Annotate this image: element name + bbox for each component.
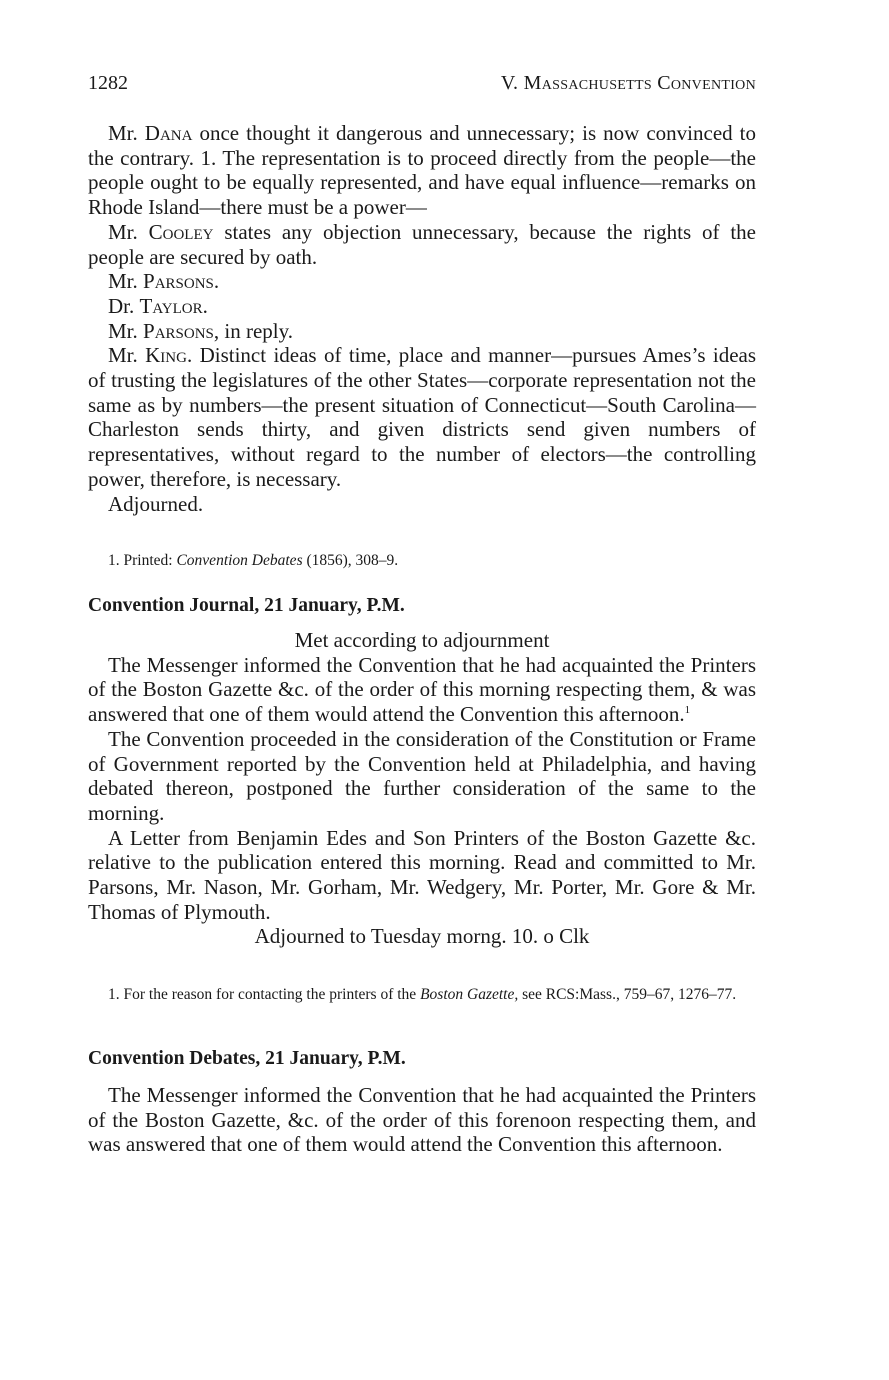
footnote-1-prefix: 1. Printed: [108, 552, 173, 569]
journal-body [88, 628, 756, 949]
debates-am-footnote [88, 550, 756, 571]
speaker-cooley: Cooley [148, 219, 214, 244]
journal-footnote [88, 984, 756, 1005]
adjourned-am: Adjourned. [108, 491, 204, 516]
footnote-journal [88, 984, 756, 1005]
running-head [88, 72, 756, 98]
footnote-journal-italic: Boston Gazette, [420, 986, 519, 1003]
speaker-parsons-reply: Parsons [143, 318, 214, 343]
journal-heading: Convention Journal, 21 January, P.M. [88, 595, 405, 616]
dana-text: once thought it dangerous and unnecessary; is now convinced to the contrary. 1. The representation is to proceed directly from the people—the people ought to be equally represented, and have equal influence—remarks on Rhode Island—there must be a power— [88, 121, 757, 220]
debates-pm-para-1: The Messenger informed the Convention that he had acquainted the Printers of the Boston Gazette, &c. of the order of this forenoon respecting them, and was answered that one of them would attend the Convention this afternoon. [88, 1083, 756, 1157]
journal-para-3: A Letter from Benjamin Edes and Son Printers of the Boston Gazette &c. relative to the publication entered this morning. Read and committed to Mr. Parsons, Mr. Nason, Mr. Gorham, Mr. Wedgery, Mr. Porter, Mr. Gore & Mr. Thomas of Plymouth. [88, 825, 756, 924]
journal-met: Met according to adjournment [294, 628, 550, 652]
debates-pm-section [88, 1048, 756, 1070]
debates-pm-heading: Convention Debates, 21 January, P.M. [88, 1048, 406, 1069]
king-paragraph: Mr. King. Distinct ideas of time, place and manner—pursues Ames’s ideas of trusting the legislatures of the other States—corporate representation not the same as by numbers—the present situation of Connecticut—South Carolina—Charleston sends thirty, and given districts send given numbers of representatives, without regard to the number of electors—the controlling power, therefore, is necessary. [88, 343, 757, 491]
footnote-journal-suffix: see RCS:Mass., 759–67, 1276–77. [522, 986, 737, 1003]
journal-para-2: The Convention proceeded in the consideration of the Constitution or Frame of Government reported by the Convention held at Philadelphia, and having debated thereon, postponed the further consideration of the same to the morning. [88, 726, 756, 825]
dana-paragraph: Mr. Dana once thought it dangerous and unnecessary; is now convinced to the contrary. 1. The representation is to proceed directly from the people—the people ought to be equally represented, and have equal influence—remarks on Rhode Island—there must be a power— [88, 121, 757, 220]
journal-adjourned: Adjourned to Tuesday morng. 10. o Clk [254, 924, 590, 949]
journal-para-1 [88, 653, 756, 727]
page-number: 1282 [88, 72, 128, 94]
footnote-1-suffix: (1856), 308–9. [306, 552, 399, 569]
debates-am-section [88, 121, 756, 516]
cooley-paragraph: Mr. Cooley states any objection unnecessary, because the rights of the people are secured by oath. [88, 219, 756, 269]
parsons-reply-paragraph: Mr. Parsons, in reply. [108, 318, 294, 343]
parsons-paragraph: Mr. Parsons. [108, 269, 220, 294]
king-text: Distinct ideas of time, place and manner—pursues Ames’s ideas of trusting the legislatures of the other States—corporate representation not the same as by numbers—the present situation of Connecticut—South Carolina—Charleston sends thirty, and given districts send given numbers of representatives, without regard to the number of electors—the controlling power, therefore, is necessary. [88, 343, 757, 491]
taylor-paragraph: Dr. Taylor. [108, 293, 208, 318]
journal-para-1-text: The Messenger informed the Convention that he had acquainted the Printers of the Boston Gazette &c. of the order of this morning respecting them, & was answered that one of them would attend the Convention this afternoon. [88, 652, 756, 727]
speaker-taylor: Taylor [139, 293, 203, 318]
speaker-king: King [145, 343, 187, 368]
running-title: V. Massachusetts Convention [500, 72, 756, 94]
cooley-text: states any objection unnecessary, because the rights of the people are secured by oath. [88, 219, 756, 269]
journal-note-marker: 1 [684, 704, 691, 717]
parsons-reply-text: , in reply. [213, 318, 294, 343]
speaker-dana: Dana [144, 121, 193, 145]
footnote-1 [88, 550, 756, 571]
footnote-1-italic: Convention Debates [176, 552, 303, 569]
speaker-parsons: Parsons [143, 269, 214, 294]
debates-pm-body [88, 1083, 756, 1157]
footnote-journal-prefix: 1. For the reason for contacting the printers of the [108, 986, 417, 1003]
journal-section [88, 595, 756, 617]
